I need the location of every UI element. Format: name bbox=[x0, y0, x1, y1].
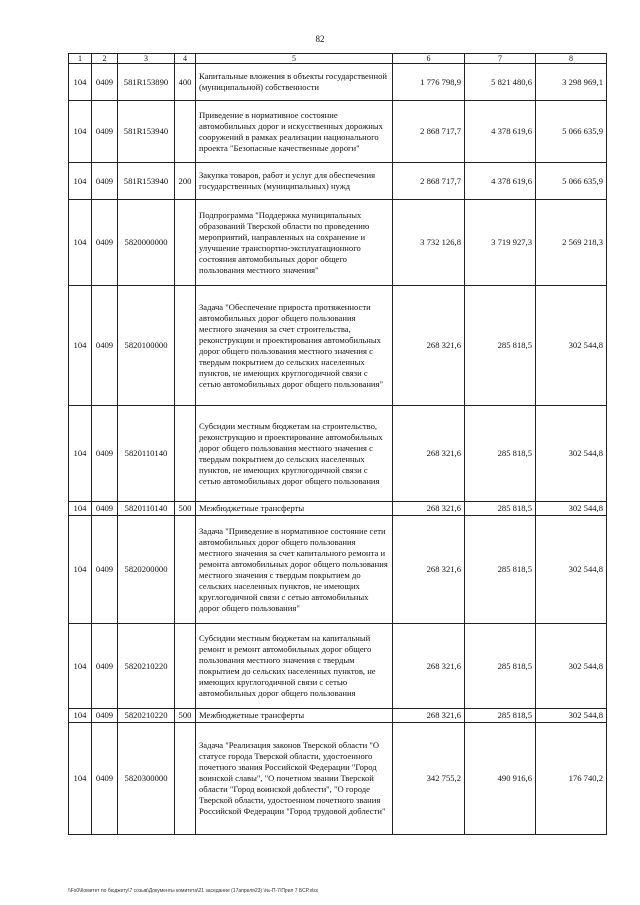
cell-amount-6: 268 321,6 bbox=[393, 502, 465, 516]
cell-amount-6: 1 776 798,9 bbox=[393, 64, 465, 101]
cell-target: 5820100000 bbox=[118, 286, 175, 406]
cell-amount-6: 342 755,2 bbox=[393, 723, 465, 835]
page-number: 82 bbox=[315, 34, 325, 44]
cell-target: 5820110140 bbox=[118, 502, 175, 516]
cell-section: 0409 bbox=[92, 163, 118, 200]
cell-description: Задача "Реализация законов Тверской области "О статусе города Тверской области, удостоенного почетного звания Российской Федерации "Город воинской славы", "О почетном звании Тверской области "Город воинской доблести", "О городе Тверской области, удостоенном почетного звания Российской Федерации "Город трудовой доблести" bbox=[196, 723, 393, 835]
cell-description: Межбюджетные трансферты bbox=[196, 502, 393, 516]
cell-amount-7: 285 818,5 bbox=[465, 286, 536, 406]
cell-expense-type bbox=[175, 516, 196, 624]
cell-description: Задача "Приведение в нормативное состояние сети автомобильных дорог общего пользования местного значения за счет капитального ремонта и ремонта автомобильных дорог общего пользования местного значения с твердым покрытием до сельских населенных пунктов, не имеющих круглогодичной связи с сетью автомобильных дорог общего пользования" bbox=[196, 516, 393, 624]
table-row bbox=[69, 709, 607, 723]
cell-target: 581R153890 bbox=[118, 64, 175, 101]
table-row bbox=[69, 502, 607, 516]
cell-amount-7: 490 916,6 bbox=[465, 723, 536, 835]
column-header: 3 bbox=[118, 54, 175, 64]
cell-ministry: 104 bbox=[69, 516, 92, 624]
cell-section: 0409 bbox=[92, 101, 118, 163]
cell-amount-6: 3 732 126,8 bbox=[393, 200, 465, 286]
table-row bbox=[69, 516, 607, 624]
cell-amount-7: 285 818,5 bbox=[465, 502, 536, 516]
cell-target: 5820300000 bbox=[118, 723, 175, 835]
budget-table bbox=[68, 53, 607, 835]
cell-amount-7: 4 378 619,6 bbox=[465, 101, 536, 163]
cell-section: 0409 bbox=[92, 286, 118, 406]
cell-expense-type: 200 bbox=[175, 163, 196, 200]
cell-target: 5820000000 bbox=[118, 200, 175, 286]
table-row bbox=[69, 101, 607, 163]
column-header: 1 bbox=[69, 54, 92, 64]
cell-ministry: 104 bbox=[69, 709, 92, 723]
cell-ministry: 104 bbox=[69, 64, 92, 101]
cell-description: Капитальные вложения в объекты государственной (муниципальной) собственности bbox=[196, 64, 393, 101]
cell-amount-6: 2 868 717,7 bbox=[393, 101, 465, 163]
cell-amount-6: 268 321,6 bbox=[393, 624, 465, 709]
cell-description: Субсидии местным бюджетам на капитальный ремонт и ремонт автомобильных дорог общего пользования местного значения с твердым покрытием до сельских населенных пунктов, не имеющих круглогодичной связи с сетью автомобильных дорог общего пользования bbox=[196, 624, 393, 709]
cell-section: 0409 bbox=[92, 200, 118, 286]
cell-description: Субсидии местным бюджетам на строительство, реконструкцию и проектирование автомобильных дорог общего пользования местного значения с твердым покрытием до сельских населенных пунктов, не имеющих круглогодичной связи с сетью автомобильных дорог общего пользования bbox=[196, 406, 393, 502]
cell-amount-7: 285 818,5 bbox=[465, 516, 536, 624]
cell-section: 0409 bbox=[92, 64, 118, 101]
table-row bbox=[69, 200, 607, 286]
cell-amount-6: 268 321,6 bbox=[393, 709, 465, 723]
cell-expense-type bbox=[175, 286, 196, 406]
cell-section: 0409 bbox=[92, 723, 118, 835]
cell-expense-type bbox=[175, 723, 196, 835]
cell-amount-8: 302 544,8 bbox=[536, 624, 607, 709]
column-header: 8 bbox=[536, 54, 607, 64]
table-row bbox=[69, 406, 607, 502]
cell-expense-type bbox=[175, 200, 196, 286]
column-header: 4 bbox=[175, 54, 196, 64]
column-header: 2 bbox=[92, 54, 118, 64]
cell-expense-type: 500 bbox=[175, 709, 196, 723]
cell-amount-7: 285 818,5 bbox=[465, 624, 536, 709]
cell-section: 0409 bbox=[92, 502, 118, 516]
cell-amount-7: 285 818,5 bbox=[465, 406, 536, 502]
cell-ministry: 104 bbox=[69, 406, 92, 502]
cell-target: 5820110140 bbox=[118, 406, 175, 502]
cell-target: 581R153940 bbox=[118, 101, 175, 163]
cell-amount-7: 3 719 927,3 bbox=[465, 200, 536, 286]
table-row bbox=[69, 64, 607, 101]
cell-ministry: 104 bbox=[69, 200, 92, 286]
cell-amount-8: 5 066 635,9 bbox=[536, 163, 607, 200]
cell-description: Подпрограмма "Поддержка муниципальных образований Тверской области по проведению мероприятий, направленных на сохранение и улучшение транспортно-эксплуатационного состояния автомобильных дорог общего пользования местного значения" bbox=[196, 200, 393, 286]
cell-amount-8: 302 544,8 bbox=[536, 406, 607, 502]
cell-amount-8: 2 569 218,3 bbox=[536, 200, 607, 286]
column-header: 5 bbox=[196, 54, 393, 64]
table-row bbox=[69, 286, 607, 406]
cell-ministry: 104 bbox=[69, 286, 92, 406]
cell-expense-type: 500 bbox=[175, 502, 196, 516]
column-number-row bbox=[69, 54, 607, 64]
cell-target: 581R153940 bbox=[118, 163, 175, 200]
column-header: 6 bbox=[393, 54, 465, 64]
cell-description: Межбюджетные трансферты bbox=[196, 709, 393, 723]
cell-description: Закупка товаров, работ и услуг для обеспечения государственных (муниципальных) нужд bbox=[196, 163, 393, 200]
cell-ministry: 104 bbox=[69, 163, 92, 200]
cell-amount-8: 5 066 635,9 bbox=[536, 101, 607, 163]
table-row bbox=[69, 624, 607, 709]
cell-description: Приведение в нормативное состояние автомобильных дорог и искусственных дорожных сооружений в рамках реализации национального проекта "Безопасные качественные дороги" bbox=[196, 101, 393, 163]
cell-amount-6: 2 868 717,7 bbox=[393, 163, 465, 200]
cell-ministry: 104 bbox=[69, 502, 92, 516]
cell-expense-type bbox=[175, 101, 196, 163]
table-row bbox=[69, 163, 607, 200]
cell-section: 0409 bbox=[92, 624, 118, 709]
cell-expense-type bbox=[175, 624, 196, 709]
cell-section: 0409 bbox=[92, 516, 118, 624]
cell-amount-6: 268 321,6 bbox=[393, 286, 465, 406]
cell-amount-8: 176 740,2 bbox=[536, 723, 607, 835]
cell-amount-8: 302 544,8 bbox=[536, 286, 607, 406]
cell-amount-8: 302 544,8 bbox=[536, 516, 607, 624]
cell-ministry: 104 bbox=[69, 723, 92, 835]
cell-target: 5820210220 bbox=[118, 709, 175, 723]
cell-amount-8: 3 298 969,1 bbox=[536, 64, 607, 101]
cell-section: 0409 bbox=[92, 709, 118, 723]
cell-section: 0409 bbox=[92, 406, 118, 502]
cell-description: Задача "Обеспечение прироста протяженности автомобильных дорог общего пользования местного значения за счет строительства, реконструкции и проектирования автомобильных дорог общего пользования местного значения с твердым покрытием до сельских населенных пунктов, не имеющих круглогодичной связи с сетью автомобильных дорог общего пользования" bbox=[196, 286, 393, 406]
cell-ministry: 104 bbox=[69, 624, 92, 709]
cell-amount-7: 4 378 619,6 bbox=[465, 163, 536, 200]
cell-amount-7: 285 818,5 bbox=[465, 709, 536, 723]
cell-amount-6: 268 321,6 bbox=[393, 406, 465, 502]
cell-amount-6: 268 321,6 bbox=[393, 516, 465, 624]
cell-ministry: 104 bbox=[69, 101, 92, 163]
table-row bbox=[69, 723, 607, 835]
cell-amount-7: 5 821 480,6 bbox=[465, 64, 536, 101]
cell-amount-8: 302 544,8 bbox=[536, 709, 607, 723]
cell-expense-type bbox=[175, 406, 196, 502]
cell-expense-type: 400 bbox=[175, 64, 196, 101]
column-header: 7 bbox=[465, 54, 536, 64]
file-path-footer: \\Fs0\Комитет по бюджету\7 созыв\Документы комитета\21 заседание (17апреля23) \№-П-7\Прил 7 БСР.xlsx bbox=[68, 888, 319, 894]
cell-target: 5820210220 bbox=[118, 624, 175, 709]
cell-amount-8: 302 544,8 bbox=[536, 502, 607, 516]
cell-target: 5820200000 bbox=[118, 516, 175, 624]
